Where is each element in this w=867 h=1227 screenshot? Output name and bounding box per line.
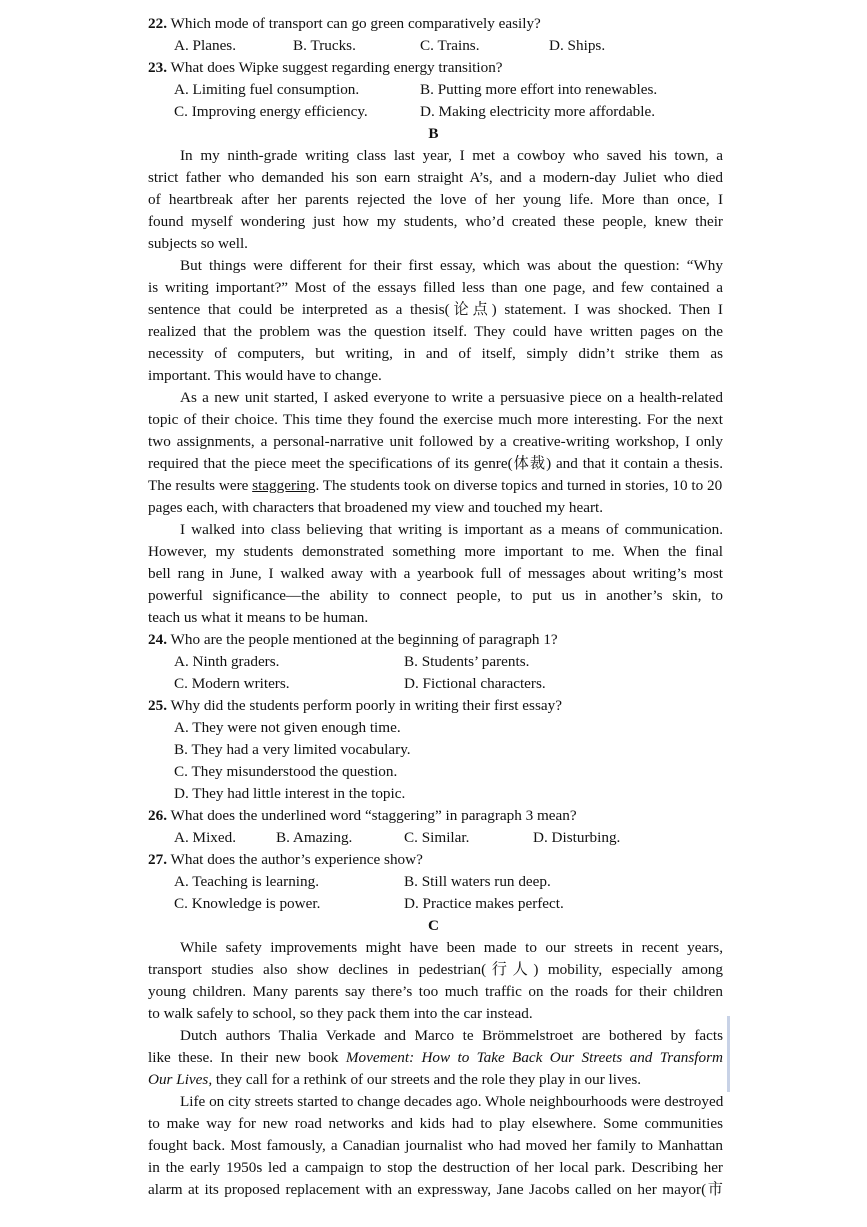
passage-line: However, my students demonstrated something more important to me. When the final [148, 543, 723, 560]
passage-line: found myself wondering just how my students, who’d created these people, knew their [148, 213, 723, 230]
passage-line: young children. Many parents say there’s too much traffic on the roads for their children [148, 983, 723, 1000]
book-title: Our Lives, [148, 1071, 213, 1088]
passage-line: to make way for new road networks and kids had to play elsewhere. Some communities [148, 1115, 723, 1132]
passage-line: alarm at its proposed replacement with an expressway, Jane Jacobs called on her mayor(市 [148, 1181, 723, 1198]
text-run: . The students took on diverse topics and turned in stories, 10 to 20 [315, 477, 723, 494]
question-number: 24. [148, 631, 167, 648]
passage-line: I walked into class believing that writing is important as a means of communication. [180, 521, 723, 538]
underlined-word: staggering [252, 477, 316, 494]
option-d: D. Making electricity more affordable. [420, 103, 656, 120]
option-d: D. They had little interest in the topic. [174, 785, 406, 802]
option-a: A. Teaching is learning. [174, 873, 320, 890]
passage-line: pages each, with characters that broadened my view and touched my heart. [148, 499, 604, 516]
passage-line: While safety improvements might have been made to our streets in recent years, [180, 939, 723, 956]
option-c: C. Similar. [404, 829, 470, 846]
question-text: Which mode of transport can go green comparatively easily? [170, 15, 541, 32]
option-a: A. Ninth graders. [174, 653, 280, 670]
option-a: A. They were not given enough time. [174, 719, 401, 736]
question-23 [148, 57, 723, 79]
passage-line: sentence that could be interpreted as a thesis(论点) statement. I was shocked. Then I [148, 301, 723, 318]
passage-line: But things were different for their first essay, which was about the question: “Why [180, 257, 723, 274]
text-run: The results were [148, 477, 253, 494]
passage-line: required that the piece meet the specifications of its genre(体裁) and that it contain a thesis. [148, 455, 723, 472]
passage-line: strict father who demanded his son earn straight A’s, and a modern-day Juliet who died [148, 169, 723, 186]
passage-line: As a new unit started, I asked everyone to write a persuasive piece on a health-related [180, 389, 723, 406]
option-d: D. Fictional characters. [404, 675, 546, 692]
passage-line: two assignments, a personal-narrative unit followed by a creative-writing workshop, I only [148, 433, 723, 450]
option-a: A. Mixed. [174, 829, 237, 846]
option-c: C. Trains. [420, 37, 480, 54]
question-25 [148, 695, 723, 717]
option-a: A. Planes. [174, 37, 237, 54]
passage-line: teach us what it means to be human. [148, 609, 369, 626]
option-c: C. Improving energy efficiency. [174, 103, 368, 120]
text-run: they call for a rethink of our streets and the role they play in our lives. [212, 1071, 642, 1088]
question-number: 25. [148, 697, 167, 714]
scan-edge-mark [727, 1016, 730, 1092]
passage-line: is writing important?” Most of the essays filled less than one page, and few contained a [148, 279, 723, 296]
passage-line: Life on city streets started to change decades ago. Whole neighbourhoods were destroyed [180, 1093, 724, 1110]
passage-line: topic of their choice. This time they found the exercise much more interesting. For the next [148, 411, 723, 428]
passage-line: of heartbreak after her parents rejected the love of her young life. More than once, I [148, 191, 723, 208]
option-a: A. Limiting fuel consumption. [174, 81, 360, 98]
passage-line: fought back. Most famously, a Canadian journalist who had moved her family to Manhattan [148, 1137, 723, 1154]
option-b: B. Students’ parents. [404, 653, 530, 670]
passage-line: realized that the problem was the question itself. They could have written pages on the [148, 323, 723, 340]
option-b: B. Amazing. [276, 829, 353, 846]
question-number: 22. [148, 15, 167, 32]
passage-line [148, 1069, 723, 1091]
option-b: B. Putting more effort into renewables. [420, 81, 658, 98]
option-b: B. Trucks. [293, 37, 356, 54]
option-d: D. Ships. [549, 37, 606, 54]
option-c: C. Knowledge is power. [174, 895, 321, 912]
passage-line: subjects so well. [148, 235, 248, 252]
passage-line [148, 1047, 723, 1069]
question-number: 26. [148, 807, 167, 824]
question-24 [148, 629, 723, 651]
section-heading-c: C [428, 917, 439, 934]
passage-line: transport studies also show declines in pedestrian(行人) mobility, especially among [148, 961, 723, 978]
text-run: like these. In their new book [148, 1049, 346, 1066]
question-22 [148, 13, 723, 35]
section-heading-b: B [428, 125, 439, 142]
question-text: What does the author’s experience show? [170, 851, 423, 868]
option-d: D. Disturbing. [533, 829, 621, 846]
passage-line: necessity of computers, but writing, in and of itself, simply didn’t strike them as [148, 345, 723, 362]
option-b: B. They had a very limited vocabulary. [174, 741, 411, 758]
passage-line: important. This would have to change. [148, 367, 382, 384]
passage-line: bell rang in June, I walked away with a yearbook full of messages about writing’s most [148, 565, 723, 582]
question-26 [148, 805, 723, 827]
passage-line [148, 475, 723, 497]
question-text: Why did the students perform poorly in writing their first essay? [170, 697, 562, 714]
question-text: What does the underlined word “staggering” in paragraph 3 mean? [170, 807, 577, 824]
option-d: D. Practice makes perfect. [404, 895, 564, 912]
question-number: 23. [148, 59, 167, 76]
passage-line: in the early 1950s led a campaign to stop the destruction of her local park. Describing her [148, 1159, 723, 1176]
book-title: Movement: How to Take Back Our Streets and Transform [345, 1049, 724, 1066]
option-c: C. Modern writers. [174, 675, 290, 692]
option-b: B. Still waters run deep. [404, 873, 551, 890]
passage-line: to walk safely to school, so they pack them into the car instead. [148, 1005, 533, 1022]
question-text: Who are the people mentioned at the beginning of paragraph 1? [170, 631, 558, 648]
question-27 [148, 849, 723, 871]
passage-line: Dutch authors Thalia Verkade and Marco te Brömmelstroet are bothered by facts [180, 1027, 723, 1044]
question-text: What does Wipke suggest regarding energy transition? [170, 59, 503, 76]
passage-line: In my ninth-grade writing class last year, I met a cowboy who saved his town, a [180, 147, 723, 164]
option-c: C. They misunderstood the question. [174, 763, 398, 780]
question-number: 27. [148, 851, 167, 868]
passage-line: powerful significance—the ability to connect people, to put us in another’s skin, to [148, 587, 723, 604]
